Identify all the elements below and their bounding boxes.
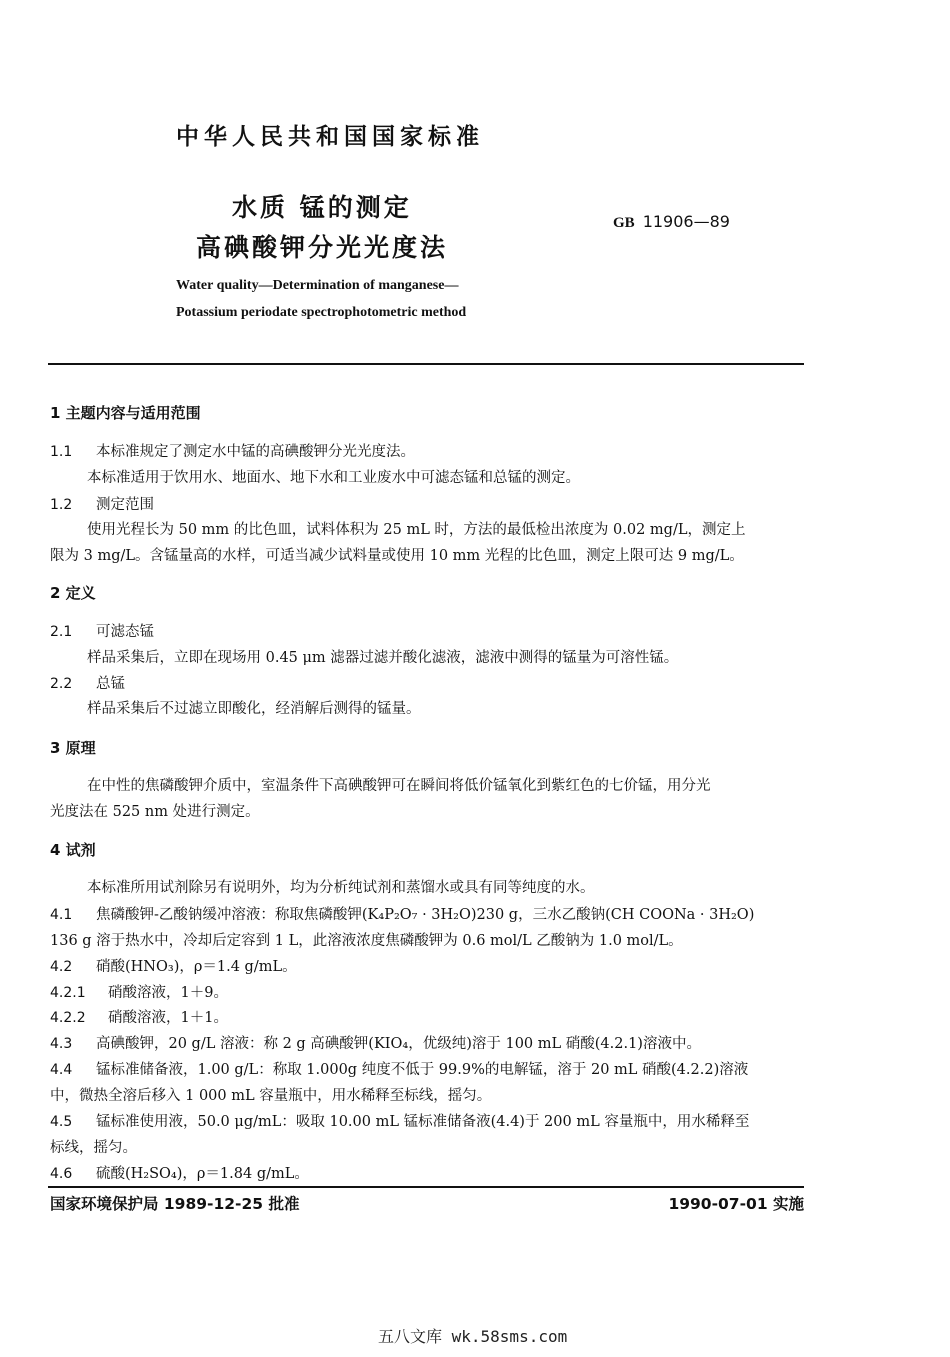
section-4-heading: 4 试剂: [50, 841, 96, 859]
clause-1-1: [50, 440, 415, 461]
clause-2-2-body: 样品采集后不过滤立即酸化，经消解后测得的锰量。: [87, 701, 421, 717]
clause-4-2-2: [50, 1006, 228, 1027]
clause-text: 焦磷酸钾-乙酸钠缓冲溶液：称取焦磷酸钾(K₄P₂O₇ · 3H₂O)230 g，三水乙酸钠(CH COONa · 3H₂O): [96, 907, 755, 923]
clause-number: 4.2.1: [50, 985, 86, 1001]
clause-text: 可滤态锰: [96, 624, 154, 640]
section-3-body-line1: 在中性的焦磷酸钾介质中，室温条件下高碘酸钾可在瞬间将低价锰氧化到紫红色的七价锰，用分光: [87, 778, 711, 794]
clause-4-6: [50, 1162, 309, 1183]
clause-number: 1.2: [50, 497, 73, 513]
clause-number: 4.5: [50, 1114, 73, 1130]
clause-text: 锰标准储备液，1.00 g/L：称取 1.000g 纯度不低于 99.9%的电解锰，溶于 20 mL 硝酸(4.2.2)溶液: [96, 1062, 749, 1078]
clause-1-2: [50, 493, 154, 514]
country-standard-header: 中华人民共和国国家标准: [176, 124, 484, 150]
english-title-line1: Water quality—Determination of manganese—: [176, 278, 459, 293]
clause-1-2-body-line1: 使用光程长为 50 mm 的比色皿，试料体积为 25 mL 时，方法的最低检出浓度为 0.02 mg/L，测定上: [87, 522, 746, 538]
clause-number: 2.2: [50, 676, 73, 692]
implementation-note: 1990-07-01 实施: [668, 1195, 804, 1213]
clause-number: 4.4: [50, 1062, 73, 1078]
standard-code: [613, 212, 730, 232]
document-title-line1: 水质 锰的测定: [232, 193, 412, 222]
clause-4-1: [50, 903, 754, 924]
standard-prefix: GB: [613, 215, 635, 231]
standard-number: 11906—89: [642, 212, 730, 231]
clause-4-2: [50, 955, 297, 976]
clause-text: 硝酸溶液，1＋9。: [108, 985, 228, 1001]
section-1-heading: 1 主题内容与适用范围: [50, 404, 201, 422]
clause-1-2-body-line2: 限为 3 mg/L。含锰量高的水样，可适当减少试料量或使用 10 mm 光程的比色皿，测定上限可达 9 mg/L。: [50, 548, 744, 564]
clause-number: 4.1: [50, 907, 73, 923]
clause-4-4: [50, 1058, 748, 1079]
footer-divider: [48, 1186, 804, 1188]
clause-text: 硫酸(H₂SO₄)，ρ＝1.84 g/mL。: [96, 1166, 309, 1182]
clause-text: 锰标准使用液，50.0 μg/mL：吸取 10.00 mL 锰标准储备液(4.4)于 200 mL 容量瓶中，用水稀释至: [96, 1114, 750, 1130]
section-2-heading: 2 定义: [50, 584, 96, 602]
english-title-line2: Potassium periodate spectrophotometric method: [176, 305, 467, 320]
clause-1-1-body: 本标准适用于饮用水、地面水、地下水和工业废水中可滤态锰和总锰的测定。: [87, 470, 580, 486]
clause-4-1-body: 136 g 溶于热水中，冷却后定容到 1 L，此溶液浓度焦磷酸钾为 0.6 mol/L 乙酸钠为 1.0 mol/L。: [50, 933, 683, 949]
section-3-heading: 3 原理: [50, 739, 96, 757]
clause-number: 4.2.2: [50, 1010, 86, 1026]
clause-4-5-body: 标线，摇匀。: [50, 1140, 137, 1156]
clause-text: 硝酸(HNO₃)，ρ＝1.4 g/mL。: [96, 959, 297, 975]
clause-number: 4.3: [50, 1036, 73, 1052]
clause-text: 测定范围: [96, 497, 154, 513]
watermark-text: 五八文库 wk.58sms.com: [378, 1327, 568, 1346]
clause-text: 总锰: [96, 676, 125, 692]
clause-2-2: [50, 672, 125, 693]
approval-note: 国家环境保护局 1989-12-25 批准: [50, 1195, 300, 1213]
clause-text: 硝酸溶液，1＋1。: [108, 1010, 228, 1026]
document-title-line2: 高碘酸钾分光光度法: [196, 233, 449, 262]
clause-number: 4.2: [50, 959, 73, 975]
clause-number: 2.1: [50, 624, 73, 640]
clause-text: 本标准规定了测定水中锰的高碘酸钾分光光度法。: [96, 444, 415, 460]
header-divider: [48, 363, 804, 365]
clause-4-5: [50, 1110, 749, 1131]
clause-2-1-body: 样品采集后，立即在现场用 0.45 μm 滤器过滤并酸化滤液，滤液中测得的锰量为可溶性锰。: [87, 650, 679, 666]
section-3-body-line2: 光度法在 525 nm 处进行测定。: [50, 804, 260, 820]
clause-text: 高碘酸钾，20 g/L 溶液：称 2 g 高碘酸钾(KIO₄，优级纯)溶于 100 mL 硝酸(4.2.1)溶液中。: [96, 1036, 701, 1052]
clause-4-2-1: [50, 981, 228, 1002]
clause-2-1: [50, 620, 154, 641]
clause-number: 4.6: [50, 1166, 73, 1182]
clause-number: 1.1: [50, 444, 73, 460]
clause-4-4-body: 中，微热全溶后移入 1 000 mL 容量瓶中，用水稀释至标线，摇匀。: [50, 1088, 492, 1104]
section-4-intro: 本标准所用试剂除另有说明外，均为分析纯试剂和蒸馏水或具有同等纯度的水。: [87, 880, 595, 896]
clause-4-3: [50, 1032, 701, 1053]
